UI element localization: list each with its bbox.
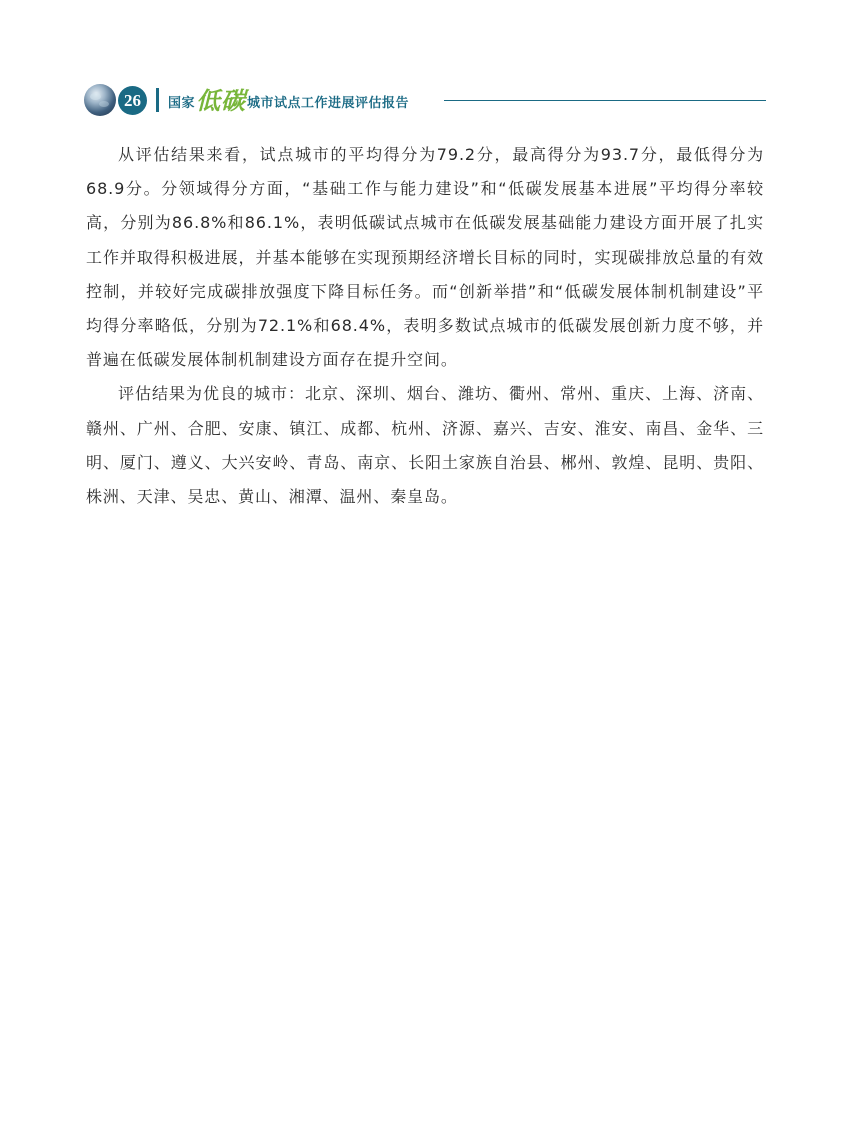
paragraph-evaluation-results: 从评估结果来看，试点城市的平均得分为79.2分，最高得分为93.7分，最低得分为68.9分。分领域得分方面，“基础工作与能力建设”和“低碳发展基本进展”平均得分率较高，分别为86.8%和86.1%，表明低碳试点城市在低碳发展基础能力建设方面开展了扎实工作并取得积极进展，并基本能够在实现预期经济增长目标的同时，实现碳排放总量的有效控制，并较好完成碳排放强度下降目标任务。而“创新举措”和“低碳发展体制机制建设”平均得分率略低，分别为72.1%和68.4%，表明多数试点城市的低碳发展创新力度不够，并普遍在低碳发展体制机制建设方面存在提升空间。 <box>86 145 764 370</box>
page-number: 26 <box>118 86 147 115</box>
paragraph-excellent-cities: 评估结果为优良的城市：北京、深圳、烟台、潍坊、衢州、常州、重庆、上海、济南、赣州、广州、合肥、安康、镇江、成都、杭州、济源、嘉兴、吉安、淮安、南昌、金华、三明、厦门、遵义、大兴安岭、青岛、南京、长阳土家族自治县、郴州、敦煌、昆明、贵阳、株洲、天津、吴忠、黄山、湘潭、温州、秦皇岛。 <box>86 384 764 507</box>
page-header <box>84 82 766 118</box>
globe-icon <box>84 84 116 116</box>
report-title-prefix: 国家 <box>168 96 196 111</box>
report-title-suffix: 城市试点工作进展评估报告 <box>247 96 410 111</box>
header-rule <box>444 100 766 101</box>
report-title-accent: 低碳 <box>196 86 247 115</box>
report-title <box>168 86 410 115</box>
header-divider-bar <box>156 88 159 112</box>
body-text <box>86 138 764 514</box>
